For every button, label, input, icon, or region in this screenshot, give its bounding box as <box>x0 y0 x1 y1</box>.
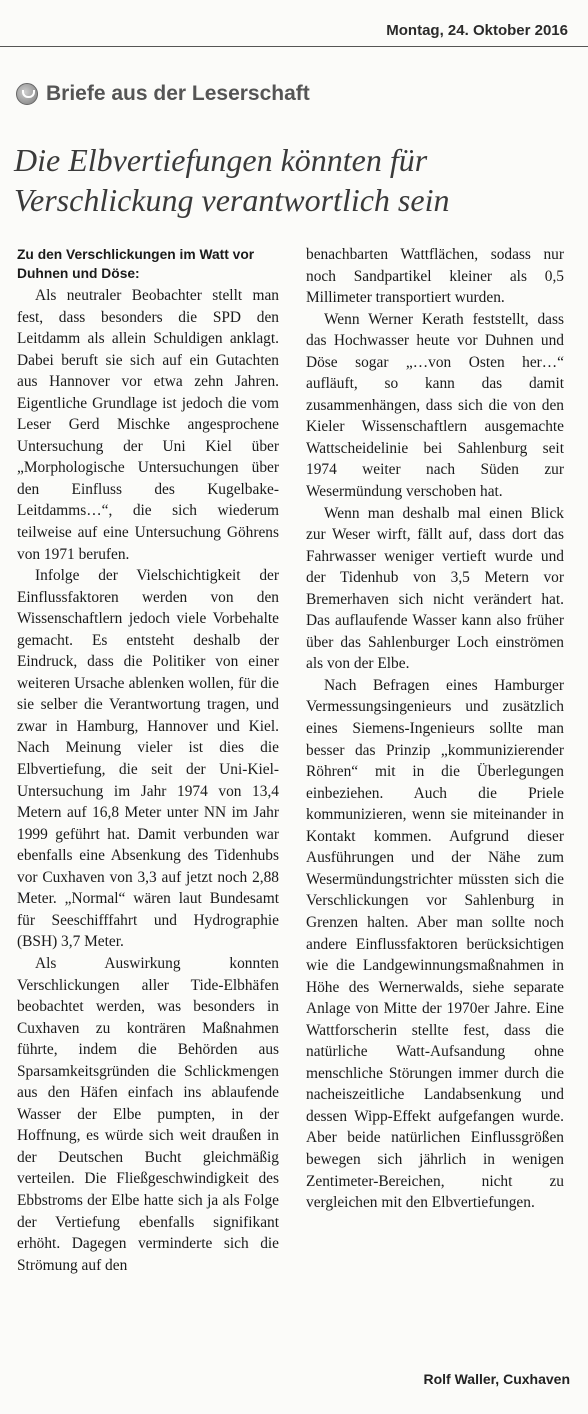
section-header <box>16 82 310 106</box>
article-paragraph-6: Wenn man deshalb mal einen Blick zur Weser wirft, fällt auf, dass dort das Fahrwasser weniger vertieft wurde und der Tidenhub von 3,5 Metern vor Bremerhaven sich nicht verändert hat. Das auflaufende Wasser kann also früher über das Sahlenburger Loch einströmen als von der Elbe. <box>306 504 564 673</box>
article-paragraph-7: Nach Befragen eines Hamburger Vermessungsingenieurs und zusätzlich eines Siemens-Ingenieurs sollte man besser das Prinzip „kommunizierender Röhren“ mit in die Überlegungen einbeziehen. Auch die Priele kommunizieren, wenn sie miteinander in Kontakt kommen. Aufgrund dieser Ausführungen und der Nähe zum Wesermündungstrichter müssten sich die Verschlickungen vor Sahlenburg in Grenzen halten. Aber man sollte noch andere Einflussfaktoren berücksichtigen wie die Landgewinnungsmaßnahmen in Höhe des Wernerwalds, siehe separate Anlage von Mitte der 1970er Jahre. Eine Wattforscherin stellte fest, dass die natürliche Watt-Aufsandung ohne menschliche Störungen immer durch die nacheiszeitliche Landabsenkung und dessen Wipp-Effekt aufgefangen wurde. Aber beide natürlichen Einflussgrößen bewegen sich jährlich in wenigen Zentimeter-Bereichen, nicht zu vergleichen mit den Elbvertiefungen. <box>306 676 564 1212</box>
headline-line-1: Die Elbvertiefungen könnten für <box>14 142 428 178</box>
letters-icon <box>16 83 38 105</box>
author-signature: Rolf Waller, Cuxhaven <box>423 1371 570 1387</box>
article-column-right <box>306 244 564 1214</box>
headline <box>14 140 574 220</box>
header-rule <box>0 46 588 47</box>
article-paragraph-4: benachbarten Wattflächen, sodass nur noch Sandpartikel kleiner als 0,5 Millimeter transportiert wurden. <box>306 246 564 307</box>
article-paragraph-2: Infolge der Vielschichtigkeit der Einflussfaktoren werden von den Wissenschaftlern jedoch viele Vorbehalte gemacht. Es entsteht deshalb der Eindruck, dass die Politiker von einer weiteren Ursache ablenken wollen, für die sie selber die Verantwortung tragen, und zwar in Hamburg, Hannover und Kiel. Nach Meinung vieler ist dies die Elbvertiefung, die seit der Uni-Kiel-Untersuchung im Jahr 1974 von 13,4 Metern auf 16,8 Meter unter NN im Jahr 1999 geführt hat. Damit verbunden war ebenfalls eine Absenkung des Tidenhubs vor Cuxhaven von 3,3 auf jetzt noch 2,88 Meter. „Normal“ wären laut Bundesamt für Seeschifffahrt und Hydrographie (BSH) 3,7 Meter. <box>17 567 279 951</box>
headline-line-2: Verschlickung verantwortlich sein <box>14 182 450 218</box>
article-paragraph-1: Als neutraler Beobachter stellt man fest, dass besonders die SPD den Leitdamm als allein Schuldigen anklagt. Dabei beruft sie sich auf ein Gutachten aus Hannover vor etwa zehn Jahren. Eigentliche Grundlage ist jedoch die vom Leser Gerd Mischke angesprochene Untersuchung der Uni Kiel über „Morphologische Untersuchungen über den Einfluss des Kugelbake-Leitdamms…“, die sich wiederum teilweise auf eine Untersuchung Göhrens von 1971 berufen. <box>17 287 279 563</box>
letter-lead: Zu den Verschlickungen im Watt vor Duhnen und Döse: <box>17 247 255 281</box>
article-column-left <box>17 246 279 1276</box>
publication-date: Montag, 24. Oktober 2016 <box>386 22 568 39</box>
article-paragraph-3: Als Auswirkung konnten Verschlickungen aller Tide-Elbhäfen beobachtet werden, was besonders in Cuxhaven zu konträren Maßnahmen führte, indem die Behörden aus Sparsamkeitsgründen die Schlickmengen aus den Häfen einfach ins ablaufende Wasser der Elbe pumpten, in der Hoffnung, es würde sich weit draußen in der Deutschen Bucht gleichmäßig verteilen. Die Fließgeschwindigkeit des Ebbstroms der Elbe hatte sich ja als Folge der Vertiefung ebenfalls signifikant erhöht. Dagegen verminderte sich die Strömung auf den <box>17 954 279 1274</box>
article-paragraph-5: Wenn Werner Kerath feststellt, dass das Hochwasser heute vor Duhnen und Döse sogar „…von Osten her…“ aufläuft, so kann das damit zusammenhängen, dass sich die von den Kieler Wissenschaftlern ausgemachte Wattscheidelinie bei Sahlenburg seit 1974 weiter nach Süden zur Wesermündung verschoben hat. <box>306 310 564 501</box>
section-label: Briefe aus der Leserschaft <box>46 82 310 105</box>
